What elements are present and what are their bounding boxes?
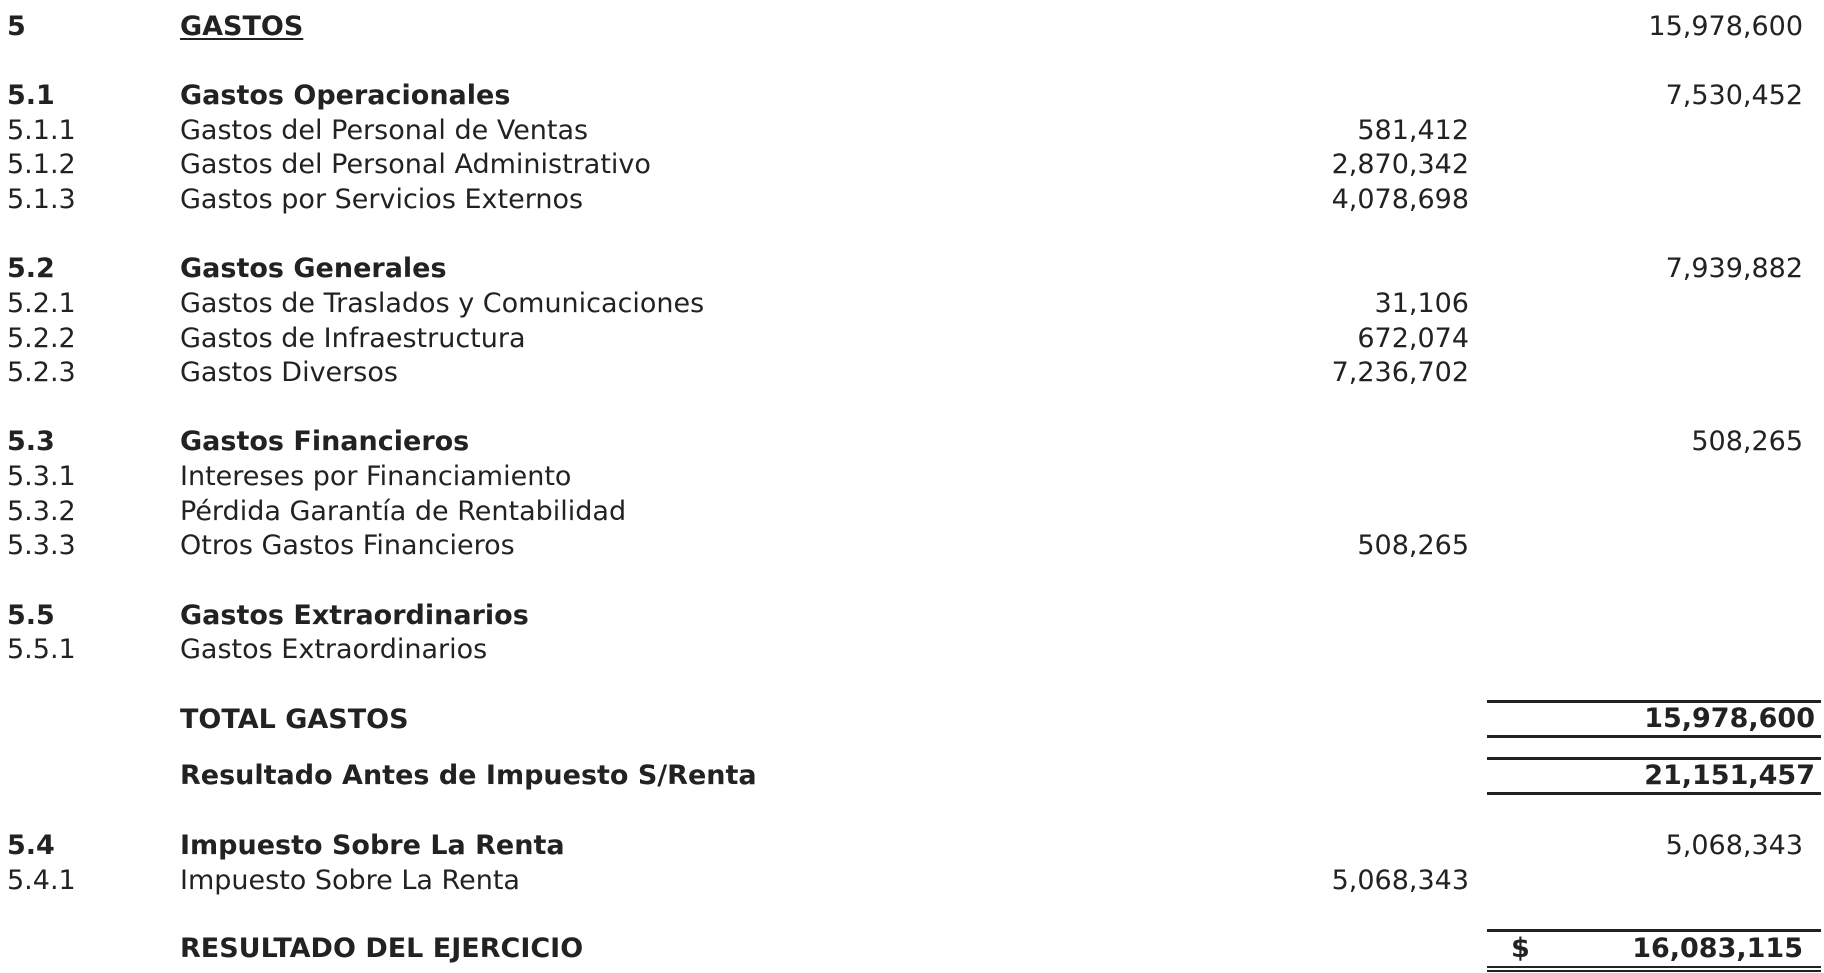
- group-title: Impuesto Sobre La Renta: [180, 830, 565, 861]
- line-item-label: Impuesto Sobre La Renta: [180, 865, 520, 896]
- account-code: 5.3.1: [7, 461, 76, 492]
- account-code: 5.5: [7, 600, 55, 631]
- group-amount: 5,068,343: [1665, 830, 1803, 861]
- line-item-row: [0, 287, 1824, 321]
- line-item-row: [0, 529, 1824, 563]
- group-row-extraordinarios: [0, 599, 1824, 633]
- line-item-row: [0, 356, 1824, 390]
- group-title: Gastos Financieros: [180, 426, 470, 457]
- account-code: 5.2.2: [7, 323, 76, 354]
- line-item-amount: 508,265: [1357, 530, 1469, 561]
- account-code: 5.4: [7, 830, 55, 861]
- result-amount: 21,151,457: [1644, 760, 1815, 791]
- line-item-row: [0, 148, 1824, 182]
- line-item-label: Intereses por Financiamiento: [180, 461, 572, 492]
- group-row-operacionales: [0, 79, 1824, 113]
- group-row-generales: [0, 252, 1824, 286]
- account-code: 5: [7, 11, 26, 42]
- total-gastos-box: [1487, 700, 1821, 738]
- account-code: 5.1.1: [7, 115, 76, 146]
- group-title: Gastos Operacionales: [180, 80, 511, 111]
- line-item-label: Gastos de Traslados y Comunicaciones: [180, 288, 705, 319]
- account-code: 5.4.1: [7, 865, 76, 896]
- group-amount: 7,530,452: [1665, 80, 1803, 111]
- group-row-financieros: [0, 425, 1824, 459]
- account-code: 5.3: [7, 426, 55, 457]
- total-label: TOTAL GASTOS: [180, 704, 409, 735]
- line-item-label: Gastos por Servicios Externos: [180, 184, 584, 215]
- currency-symbol: $: [1511, 933, 1530, 964]
- section-title: GASTOS: [180, 11, 304, 42]
- final-result-amount: 16,083,115: [1632, 933, 1803, 964]
- account-code: 5.2.1: [7, 288, 76, 319]
- line-item-label: Gastos Diversos: [180, 357, 398, 388]
- line-item-row: [0, 114, 1824, 148]
- line-item-amount: 31,106: [1374, 288, 1469, 319]
- account-code: 5.1.3: [7, 184, 76, 215]
- line-item-row: [0, 633, 1824, 667]
- account-code: 5.3.3: [7, 530, 76, 561]
- account-code: 5.2.3: [7, 357, 76, 388]
- line-item-label: Gastos Extraordinarios: [180, 634, 488, 665]
- group-row-impuesto: [0, 829, 1824, 863]
- account-code: 5.2: [7, 253, 55, 284]
- line-item-label: Otros Gastos Financieros: [180, 530, 515, 561]
- line-item-label: Gastos de Infraestructura: [180, 323, 526, 354]
- account-code: 5.1.2: [7, 149, 76, 180]
- line-item-row: [0, 183, 1824, 217]
- line-item-amount: 672,074: [1357, 323, 1469, 354]
- account-code: 5.1: [7, 80, 55, 111]
- resultado-antes-box: [1487, 757, 1821, 795]
- account-code: 5.5.1: [7, 634, 76, 665]
- final-result-label: RESULTADO DEL EJERCICIO: [180, 933, 584, 964]
- result-label: Resultado Antes de Impuesto S/Renta: [180, 760, 757, 791]
- resultado-ejercicio-box: [1487, 929, 1821, 972]
- line-item-amount: 4,078,698: [1331, 184, 1469, 215]
- line-item-amount: 5,068,343: [1331, 865, 1469, 896]
- section-row-gastos: [0, 10, 1824, 44]
- group-title: Gastos Extraordinarios: [180, 600, 529, 631]
- group-amount: 508,265: [1691, 426, 1803, 457]
- total-amount: 15,978,600: [1644, 703, 1815, 734]
- line-item-label: Gastos del Personal Administrativo: [180, 149, 651, 180]
- account-code: 5.3.2: [7, 496, 76, 527]
- line-item-row: [0, 864, 1824, 898]
- line-item-row: [0, 495, 1824, 529]
- line-item-row: [0, 460, 1824, 494]
- line-item-amount: 7,236,702: [1331, 357, 1469, 388]
- group-title: Gastos Generales: [180, 253, 447, 284]
- line-item-label: Pérdida Garantía de Rentabilidad: [180, 496, 627, 527]
- section-amount: 15,978,600: [1648, 11, 1803, 42]
- group-amount: 7,939,882: [1665, 253, 1803, 284]
- line-item-label: Gastos del Personal de Ventas: [180, 115, 589, 146]
- line-item-amount: 2,870,342: [1331, 149, 1469, 180]
- line-item-row: [0, 322, 1824, 356]
- line-item-amount: 581,412: [1357, 115, 1469, 146]
